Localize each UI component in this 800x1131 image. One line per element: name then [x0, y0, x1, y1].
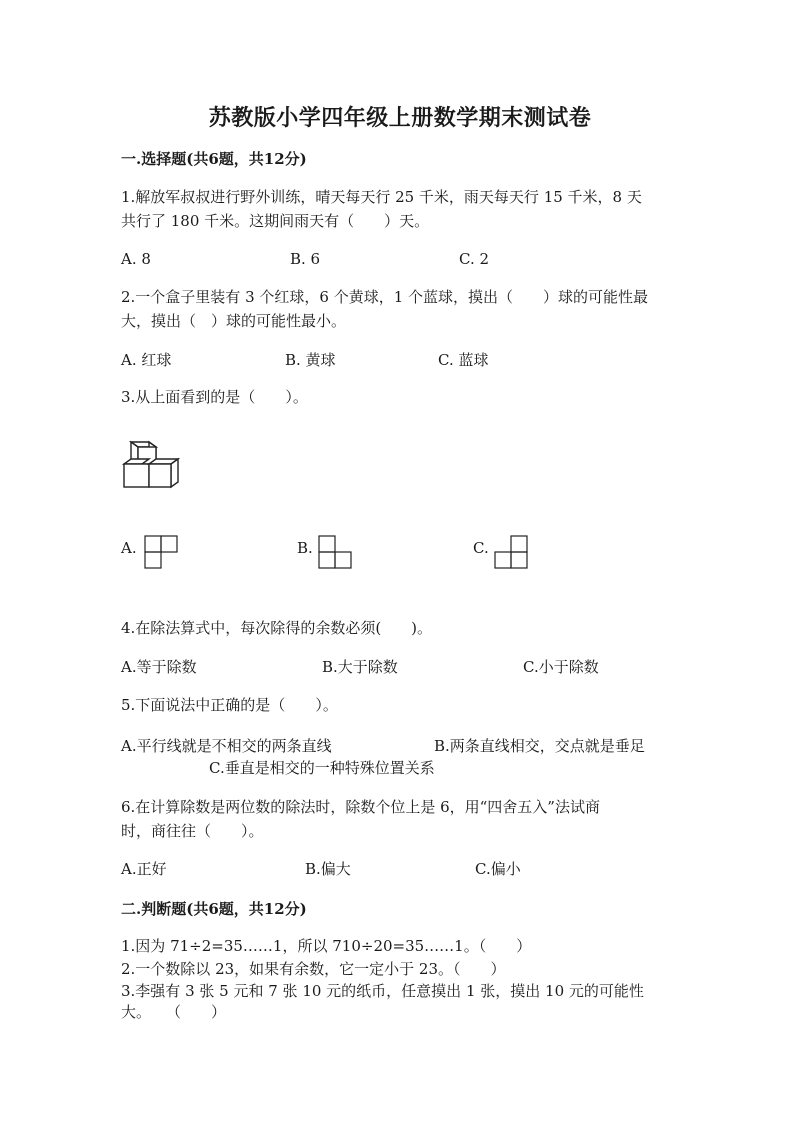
- question-2-option-b: B. 黄球: [285, 351, 336, 369]
- question-4-option-b: B.大于除数: [322, 658, 398, 676]
- question-5-option-b: B.两条直线相交，交点就是垂足: [434, 737, 645, 755]
- judgement-line-4: 大。 （ ）: [121, 1003, 227, 1021]
- judgement-line-2: 2.一个数除以 23，如果有余数，它一定小于 23。（ ）: [121, 960, 506, 978]
- question-6-option-a: A.正好: [121, 860, 167, 878]
- top-view-option-b-shape: [318, 535, 352, 569]
- question-5-line-1: 5.下面说法中正确的是（ ）。: [121, 696, 338, 714]
- cube-stack-figure: [120, 440, 182, 490]
- question-1-option-a: A. 8: [121, 250, 151, 268]
- question-5-option-a: A.平行线就是不相交的两条直线: [121, 737, 332, 755]
- section-heading-judgement: 二.判断题(共6题，共12分): [121, 900, 307, 918]
- question-4-option-c: C.小于除数: [523, 658, 599, 676]
- question-6-option-b: B.偏大: [305, 860, 351, 878]
- page-title: 苏教版小学四年级上册数学期末测试卷: [208, 105, 592, 131]
- question-6-option-c: C.偏小: [475, 860, 521, 878]
- question-1-line-2: 共行了 180 千米。这期间雨天有（ ）天。: [121, 212, 430, 230]
- question-1-line-1: 1.解放军叔叔进行野外训练，晴天每天行 25 千米，雨天每天行 15 千米，8 天: [121, 188, 642, 206]
- question-3-option-b: B.: [297, 539, 313, 557]
- question-3-option-c: C.: [473, 539, 489, 557]
- question-6-line-1: 6.在计算除数是两位数的除法时，除数个位上是 6，用“四舍五入”法试商: [121, 798, 600, 816]
- judgement-line-1: 1.因为 71÷2=35……1，所以 710÷20=35……1。（ ）: [121, 937, 532, 955]
- question-5-option-c: C.垂直是相交的一种特殊位置关系: [209, 759, 435, 777]
- question-2-option-c: C. 蓝球: [438, 351, 489, 369]
- section-heading-choice: 一.选择题(共6题，共12分): [121, 150, 307, 168]
- question-4-option-a: A.等于除数: [121, 658, 197, 676]
- question-2-line-1: 2.一个盒子里装有 3 个红球，6 个黄球，1 个蓝球，摸出（ ）球的可能性最: [121, 288, 649, 306]
- question-3-line-1: 3.从上面看到的是（ ）。: [121, 388, 308, 406]
- top-view-option-a-shape: [144, 535, 178, 569]
- question-2-option-a: A. 红球: [121, 351, 172, 369]
- question-1-option-b: B. 6: [290, 250, 321, 268]
- question-1-option-c: C. 2: [459, 250, 490, 268]
- question-6-line-2: 时，商往往（ ）。: [121, 822, 264, 840]
- top-view-option-c-shape: [494, 535, 528, 569]
- question-3-option-a: A.: [121, 539, 137, 557]
- judgement-line-3: 3.李强有 3 张 5 元和 7 张 10 元的纸币，任意摸出 1 张，摸出 10 元的可能性: [121, 982, 644, 1000]
- question-2-line-2: 大，摸出（ ）球的可能性最小。: [121, 312, 347, 330]
- question-4-line-1: 4.在除法算式中，每次除得的余数必须( )。: [121, 619, 433, 637]
